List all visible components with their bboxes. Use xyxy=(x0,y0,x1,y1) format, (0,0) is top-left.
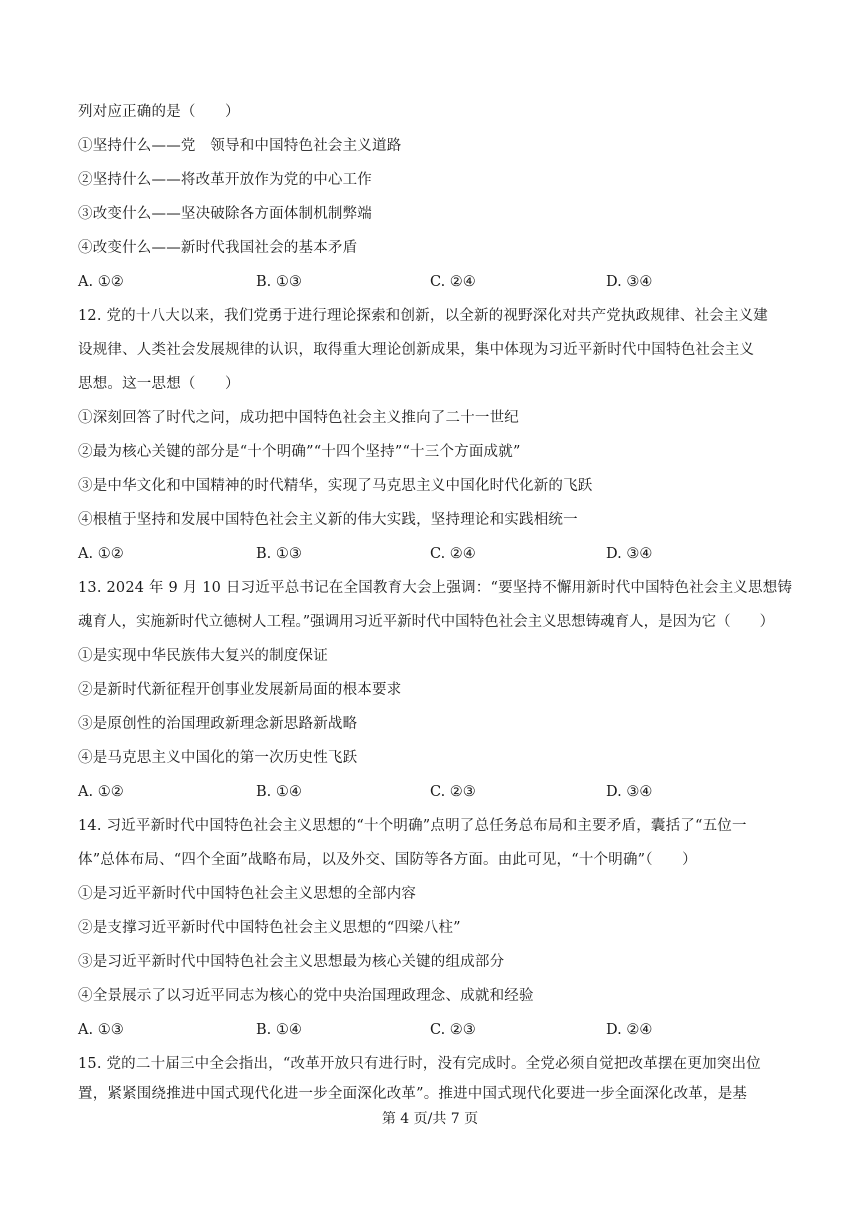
q14-item-3: ③是习近平新时代中国特色社会主义思想最为核心关键的组成部分 xyxy=(78,954,505,970)
page-number-footer: 第 4 页/共 7 页 xyxy=(381,1111,479,1127)
q14-item-4: ④全景展示了以习近平同志为核心的党中央治国理政理念、成就和经验 xyxy=(78,988,534,1004)
q13-item-4: ④是马克思主义中国化的第一次历史性飞跃 xyxy=(78,750,358,766)
q11-option-b[interactable]: B. ①③ xyxy=(256,274,302,290)
q12-stem-line-1: 12. 党的十八大以来，我们党勇于进行理论探索和创新，以全新的视野深化对共产党执政规律、社会主义建 xyxy=(78,308,768,324)
q12-item-2: ②最为核心关键的部分是“十个明确”“十四个坚持”“十三个方面成就” xyxy=(78,444,521,460)
q11-option-d[interactable]: D. ③④ xyxy=(606,274,653,290)
q11-options xyxy=(78,272,790,292)
q15-stem-line-2: 置，紧紧围绕推进中国式现代化进一步全面深化改革”。推进中国式现代化要进一步全面深化改革，是基 xyxy=(78,1086,748,1102)
q14-option-a[interactable]: A. ①③ xyxy=(78,1022,124,1038)
q14-option-c[interactable]: C. ②③ xyxy=(430,1022,476,1038)
q12-option-a[interactable]: A. ①② xyxy=(78,546,124,562)
q11-option-c[interactable]: C. ②④ xyxy=(430,274,476,290)
q13-item-2: ②是新时代新征程开创事业发展新局面的根本要求 xyxy=(78,682,402,698)
q12-item-1: ①深刻回答了时代之问，成功把中国特色社会主义推向了二十一世纪 xyxy=(78,410,519,426)
q14-item-2: ②是支撑习近平新时代中国特色社会主义思想的“四梁八柱” xyxy=(78,920,461,936)
q12-options xyxy=(78,544,790,564)
q15-stem-line-1: 15. 党的二十届三中全会指出，“改革开放只有进行时，没有完成时。全党必须自觉把改革摆在更加突出位 xyxy=(78,1056,761,1072)
q11-stem-tail: 列对应正确的是（ ） xyxy=(78,104,240,120)
q12-option-c[interactable]: C. ②④ xyxy=(430,546,476,562)
q11-item-4: ④改变什么——新时代我国社会的基本矛盾 xyxy=(78,240,358,256)
q13-option-d[interactable]: D. ③④ xyxy=(606,784,653,800)
q14-stem-line-1: 14. 习近平新时代中国特色社会主义思想的“十个明确”点明了总任务总布局和主要矛盾，囊括了“五位一 xyxy=(78,818,747,834)
q13-stem-line-2: 魂育人，实施新时代立德树人工程。”强调用习近平新时代中国特色社会主义思想铸魂育人，是因为它（ ） xyxy=(78,614,775,630)
q14-option-d[interactable]: D. ②④ xyxy=(606,1022,653,1038)
q12-option-d[interactable]: D. ③④ xyxy=(606,546,653,562)
q12-stem-line-2: 设规律、人类社会发展规律的认识，取得重大理论创新成果，集中体现为习近平新时代中国特色社会主义 xyxy=(78,342,755,358)
q13-stem-line-1: 13. 2024 年 9 月 10 日习近平总书记在全国教育大会上强调：“要坚持不懈用新时代中国特色社会主义思想铸 xyxy=(78,580,793,596)
q13-option-b[interactable]: B. ①④ xyxy=(256,784,302,800)
q14-option-b[interactable]: B. ①④ xyxy=(256,1022,302,1038)
q13-option-c[interactable]: C. ②③ xyxy=(430,784,476,800)
q12-stem-line-3: 思想。这一思想（ ） xyxy=(78,376,240,392)
q12-option-b[interactable]: B. ①③ xyxy=(256,546,302,562)
q14-options xyxy=(78,1020,790,1040)
q13-options xyxy=(78,782,790,802)
q14-item-1: ①是习近平新时代中国特色社会主义思想的全部内容 xyxy=(78,886,417,902)
q14-stem-line-2: 体”总体布局、“四个全面”战略布局，以及外交、国防等各方面。由此可见，“十个明确”（ ） xyxy=(78,852,697,868)
q13-option-a[interactable]: A. ①② xyxy=(78,784,124,800)
q11-option-a[interactable]: A. ①② xyxy=(78,274,124,290)
q12-item-4: ④根植于坚持和发展中国特色社会主义新的伟大实践，坚持理论和实践相统一 xyxy=(78,512,578,528)
q13-item-3: ③是原创性的治国理政新理念新思路新战略 xyxy=(78,716,358,732)
q11-item-3: ③改变什么——坚决破除各方面体制机制弊端 xyxy=(78,206,372,222)
q11-item-2: ②坚持什么——将改革开放作为党的中心工作 xyxy=(78,172,372,188)
q13-item-1: ①是实现中华民族伟大复兴的制度保证 xyxy=(78,648,328,664)
q12-item-3: ③是中华文化和中国精神的时代精华，实现了马克思主义中国化时代化新的飞跃 xyxy=(78,478,593,494)
q11-item-1: ①坚持什么——党 领导和中国特色社会主义道路 xyxy=(78,138,402,154)
